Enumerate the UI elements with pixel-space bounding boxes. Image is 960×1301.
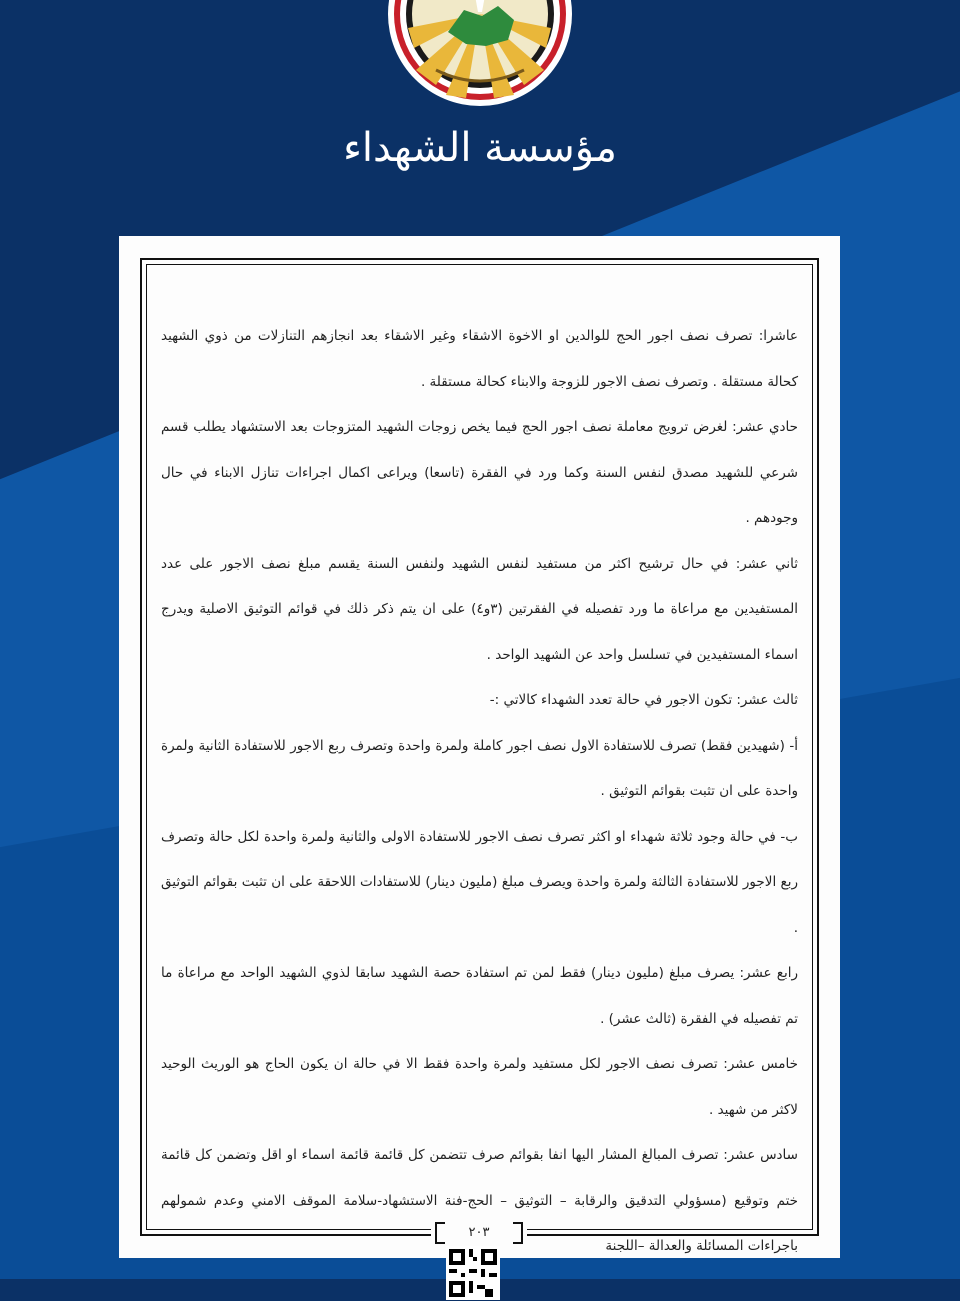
paragraph-tenth: عاشرا: تصرف نصف اجور الحج للوالدين او الاخوة الاشقاء وغير الاشقاء بعد انجازهم التنازلات من ذوي الشهيد كحالة مستقلة . وتصرف نصف الاجور للزوجة والابناء كحالة مستقلة . (161, 328, 798, 390)
paragraph-fifteenth: خامس عشر: تصرف نصف الاجور لكل مستفيد ولمرة واحدة فقط الا في حالة ان يكون الحاج هو الوريث الوحيد لاكثر من شهيد . (161, 1056, 798, 1118)
page-number: ٢٠٣ (468, 1224, 490, 1240)
paragraph-thirteenth-a: أ- (شهيدين فقط) تصرف للاستفادة الاول نصف اجور كاملة ولمرة واحدة وتصرف ربع الاجور للاستفادة الثانية ولمرة واحدة على ان تثبت بقوائم التوثيق . (161, 737, 798, 799)
page-number-box (431, 1218, 527, 1246)
paragraph-fourteenth: رابع عشر: يصرف مبلغ (مليون دينار) فقط لمن تم استفادة حصة الشهيد سابقا لذوي الشهيد الواحد مع مراعاة ما تم تفصيله في الفقرة (ثالث عشر) . (161, 965, 798, 1027)
paragraph-twelfth: ثاني عشر: في حال ترشيح اكثر من مستفيد لنفس الشهيد ولنفس السنة يقسم مبلغ نصف الاجور على عدد المستفيدين مع مراعاة ما ورد تفصيله في الفقرتين (٣و٤) على ان يتم ذكر ذلك في قوائم التوثيق الاصلية ويدرج اسماء المستفيدين في تسلسل واحد عن الشهيد الواحد . (161, 555, 798, 663)
organization-name: مؤسسة الشهداء (343, 125, 617, 171)
paragraph-sixteenth: سادس عشر: تصرف المبالغ المشار اليها انفا بقوائم صرف تتضمن كل قائمة قائمة اسماء او اقل وتضمن كل قائمة ختم وتوقيع (مسؤولي التدقيق والرقابة – التوثيق – الحج-فنة الاستشهاد-سلامة الموقف الامني وعدم شمولهم باجراءات المسائلة والعدالة –اللجنة (161, 1147, 798, 1254)
martyrs-foundation-seal-icon (386, 0, 574, 108)
paragraph-thirteenth: ثالث عشر: تكون الاجور في حالة تعدد الشهداء كالاتي :- (489, 692, 798, 708)
paragraph-thirteenth-b: ب- في حالة وجود ثلاثة شهداء او اكثر تصرف نصف الاجور للاستفادة الاولى والثانية ولمرة واحدة لكل حالة وتصرف ربع الاجور للاستفادة الثالثة ولمرة واحدة ويصرف مبلغ (مليون دينار) للاستفادات اللاحقة على ان تثبت بقوائم التوثيق . (161, 828, 798, 936)
document-body (161, 314, 798, 1270)
document-page (119, 236, 840, 1258)
page-number-bracket-right (513, 1222, 523, 1244)
qr-code-icon (446, 1246, 500, 1300)
paragraph-eleventh: حادي عشر: لغرض ترويج معاملة نصف اجور الحج فيما يخص زوجات الشهيد المتزوجات بعد الاستشهاد يطلب قسم شرعي للشهيد مصدق لنفس السنة وكما ورد في الفقرة (تاسعا) ويراعى اكمال اجراءات تنازل الابناء في حال وجودهم . (161, 419, 798, 526)
page-number-bracket-left (435, 1222, 445, 1244)
